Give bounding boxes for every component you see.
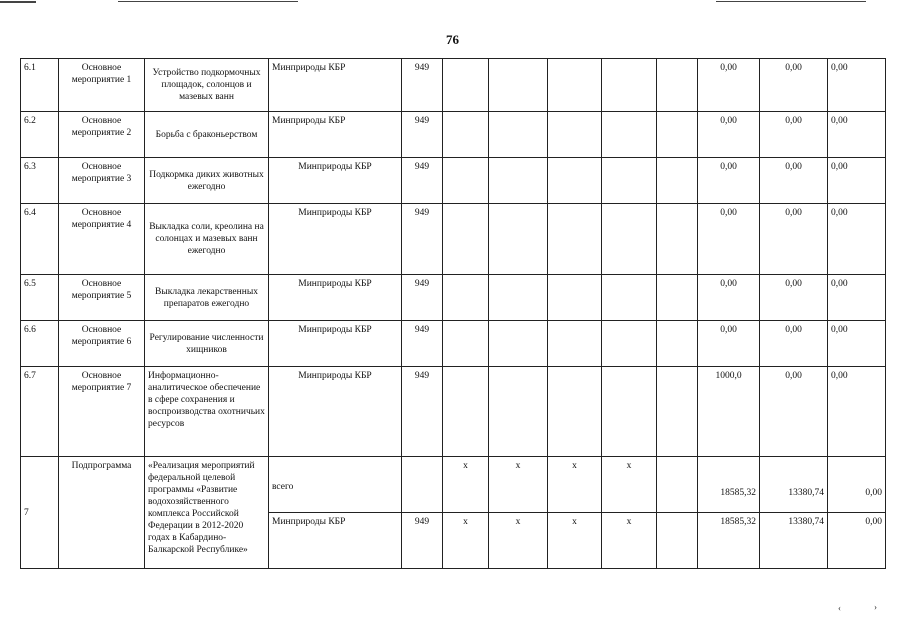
empty-cell [657,59,698,112]
executor: Минприроды КБР [269,321,402,367]
activity-name: Информационно-аналитическое обеспечение в сфере сохранения и воспроизводства охотничьих ресурсов [145,367,269,457]
x-mark: x [489,457,548,513]
table-row [21,275,886,321]
empty-cell [657,158,698,204]
value-cell: 0,00 [760,321,828,367]
row-code: 6.3 [21,158,59,204]
row-code: 6.5 [21,275,59,321]
value-cell: 0,00 [698,59,760,112]
corner-mark: ‹ [838,603,841,613]
activity-type: Основное мероприятие 6 [59,321,145,367]
row-code: 6.6 [21,321,59,367]
table-row [21,59,886,112]
activity-type: Основное мероприятие 4 [59,204,145,275]
x-mark: x [489,513,548,569]
value-cell: 0,00 [828,321,886,367]
value-cell: 1000,0 [698,367,760,457]
empty-cell [443,204,489,275]
empty-cell [602,158,657,204]
value-cell: 0,00 [760,367,828,457]
page-number: 76 [446,32,459,47]
x-mark: x [602,513,657,569]
grbs-code: 949 [402,59,443,112]
corner-mark: › [874,602,877,612]
executor: Минприроды КБР [269,59,402,112]
value-cell: 0,00 [760,59,828,112]
grbs-code: 949 [402,204,443,275]
value-cell: 0,00 [828,513,886,569]
activity-name: Регулирование численности хищников [145,321,269,367]
value-cell: 0,00 [698,112,760,158]
empty-cell [657,204,698,275]
value-cell: 0,00 [698,204,760,275]
executor: всего [269,457,402,513]
empty-cell [489,275,548,321]
grbs-code [402,457,443,513]
table-row [21,457,886,513]
value-cell: 0,00 [698,321,760,367]
activity-name: Подкормка диких животных ежегодно [145,158,269,204]
activity-name: Устройство подкормочных площадок, солонцов и мазевых ванн [145,59,269,112]
table-row [21,158,886,204]
row-code: 6.2 [21,112,59,158]
empty-cell [489,59,548,112]
activity-name: Выкладка соли, креолина на солонцах и мазевых ванн ежегодно [145,204,269,275]
empty-cell [443,158,489,204]
row-code: 6.4 [21,204,59,275]
empty-cell [657,457,698,513]
empty-cell [548,204,602,275]
empty-cell [443,367,489,457]
activity-type: Основное мероприятие 3 [59,158,145,204]
empty-cell [443,112,489,158]
activity-type: Основное мероприятие 5 [59,275,145,321]
value-cell: 13380,74 [760,513,828,569]
executor: Минприроды КБР [269,112,402,158]
table-body [21,59,886,569]
x-mark: x [548,457,602,513]
empty-cell [489,321,548,367]
executor: Минприроды КБР [269,204,402,275]
empty-cell [657,367,698,457]
row-code: 6.7 [21,367,59,457]
empty-cell [602,59,657,112]
empty-cell [443,59,489,112]
activity-name: Борьба с браконьерством [145,112,269,158]
empty-cell [548,112,602,158]
empty-cell [489,204,548,275]
grbs-code: 949 [402,112,443,158]
value-cell: 0,00 [828,158,886,204]
row-code: 7 [21,457,59,569]
table-row [21,112,886,158]
value-cell: 0,00 [760,158,828,204]
scan-edge-line [716,1,866,2]
value-cell: 0,00 [828,204,886,275]
value-cell: 0,00 [828,112,886,158]
empty-cell [657,112,698,158]
table-row [21,321,886,367]
program-activities-table [20,58,886,569]
value-cell: 0,00 [760,204,828,275]
empty-cell [602,112,657,158]
row-code: 6.1 [21,59,59,112]
empty-cell [602,204,657,275]
empty-cell [657,513,698,569]
empty-cell [657,321,698,367]
value-cell: 0,00 [760,275,828,321]
grbs-code: 949 [402,321,443,367]
grbs-code: 949 [402,158,443,204]
value-cell: 0,00 [828,367,886,457]
x-mark: x [443,513,489,569]
empty-cell [489,158,548,204]
activity-name: Выкладка лекарственных препаратов ежегодно [145,275,269,321]
empty-cell [489,112,548,158]
empty-cell [443,321,489,367]
value-cell: 18585,32 [698,513,760,569]
activity-name: «Реализация мероприятий федеральной целевой программы «Развитие водохозяйственного комплекса Российской Федерации в 2012-2020 годах в Кабардино-Балкарской Республике» [145,457,269,569]
empty-cell [548,59,602,112]
executor: Минприроды КБР [269,367,402,457]
empty-cell [602,321,657,367]
activity-type: Основное мероприятие 2 [59,112,145,158]
value-cell: 0,00 [828,457,886,513]
value-cell: 13380,74 [760,457,828,513]
scan-edge-line [0,1,36,3]
executor: Минприроды КБР [269,275,402,321]
x-mark: x [602,457,657,513]
x-mark: x [443,457,489,513]
table-row [21,367,886,457]
activity-type: Основное мероприятие 1 [59,59,145,112]
value-cell: 18585,32 [698,457,760,513]
empty-cell [489,367,548,457]
empty-cell [657,275,698,321]
grbs-code: 949 [402,275,443,321]
grbs-code: 949 [402,513,443,569]
value-cell: 0,00 [760,112,828,158]
activity-type: Основное мероприятие 7 [59,367,145,457]
empty-cell [548,367,602,457]
empty-cell [443,275,489,321]
grbs-code: 949 [402,367,443,457]
empty-cell [548,158,602,204]
executor: Минприроды КБР [269,158,402,204]
activity-type: Подпрограмма [59,457,145,569]
value-cell: 0,00 [828,59,886,112]
empty-cell [602,275,657,321]
empty-cell [548,321,602,367]
x-mark: x [548,513,602,569]
value-cell: 0,00 [698,158,760,204]
empty-cell [548,275,602,321]
executor: Минприроды КБР [269,513,402,569]
value-cell: 0,00 [698,275,760,321]
value-cell: 0,00 [828,275,886,321]
scan-edge-line [118,1,298,2]
empty-cell [602,367,657,457]
table-row [21,204,886,275]
